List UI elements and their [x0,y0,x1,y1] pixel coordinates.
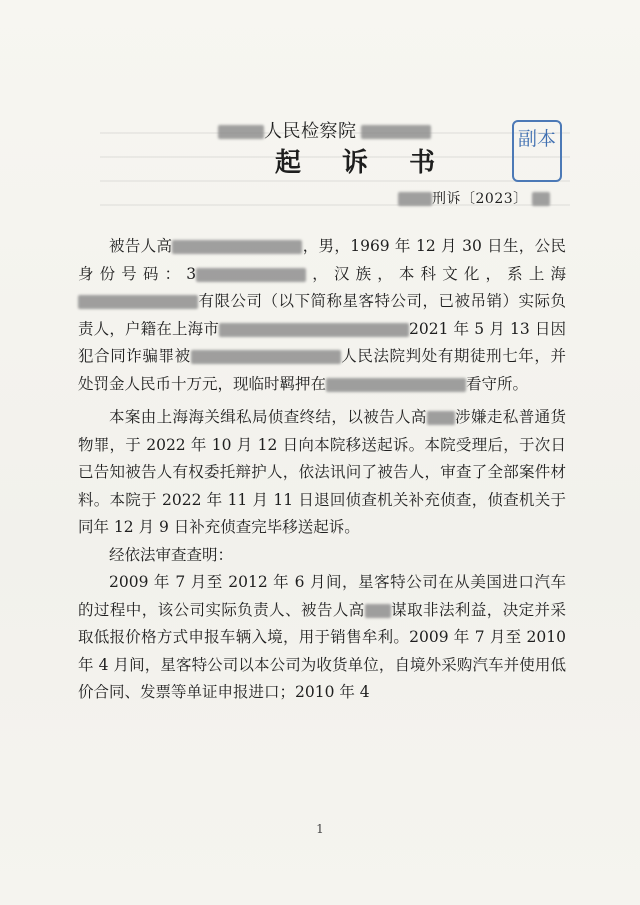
redaction [398,192,432,206]
facts-paragraph: 2009 年 7 月至 2012 年 6 月间，星客特公司在从美国进口汽车的过程中，该公司实际负责人、被告人高 谋取非法利益，决定并采取低报价格方式申报车辆入境，用于销售牟利。2009 年 7 月至 2010 年 4 月间，星客特公司以本公司为收货单位，自境外采购汽车并使用低价合同、发票等单证申报进口；2010 年 4 [78,573,566,701]
redaction [326,378,466,392]
redaction [365,604,391,618]
defendant-paragraph: 被告人高 ，男，1969 年 12 月 30 日生，公民身份号码：3 ，汉族，本科文化，系上海有限公司（以下简称星客特公司，已被吊销）实际负责人，户籍在上海市 2021 年 5 月 13 日因犯合同诈骗罪被 人民法院判处有期徒刑七年，并处罚金人民币十万元，现临时羁押在 看守所。 [78,237,566,393]
procuratorate-name: 人民检察院 [218,117,431,143]
redaction [78,295,198,309]
document-title: 起 诉 书 [275,148,452,178]
document-body [78,233,566,707]
redaction [172,240,302,254]
case-history-paragraph: 本案由上海海关缉私局侦查终结，以被告人高 涉嫌走私普通货物罪，于 2022 年 10 月 12 日向本院移送起诉。本院受理后，于次日已告知被告人有权委托辩护人，依法讯问了被告人，审查了全部案件材料。本院于 2022 年 11 月 11 日退回侦查机关补充侦查，侦查机关于同年 12 月 9 日补充侦查完毕移送起诉。 [78,408,566,536]
page-number: 1 [316,822,324,836]
findings-heading: 经依法审查查明： [109,545,234,564]
document-number: 刑诉〔2023〕 [398,188,550,208]
copy-stamp: 副本 [512,120,562,182]
redaction [219,323,409,337]
redaction [427,411,455,425]
redaction [196,268,306,282]
redaction [218,125,264,139]
redaction [191,350,341,364]
redaction [532,192,550,206]
redaction [361,125,431,139]
